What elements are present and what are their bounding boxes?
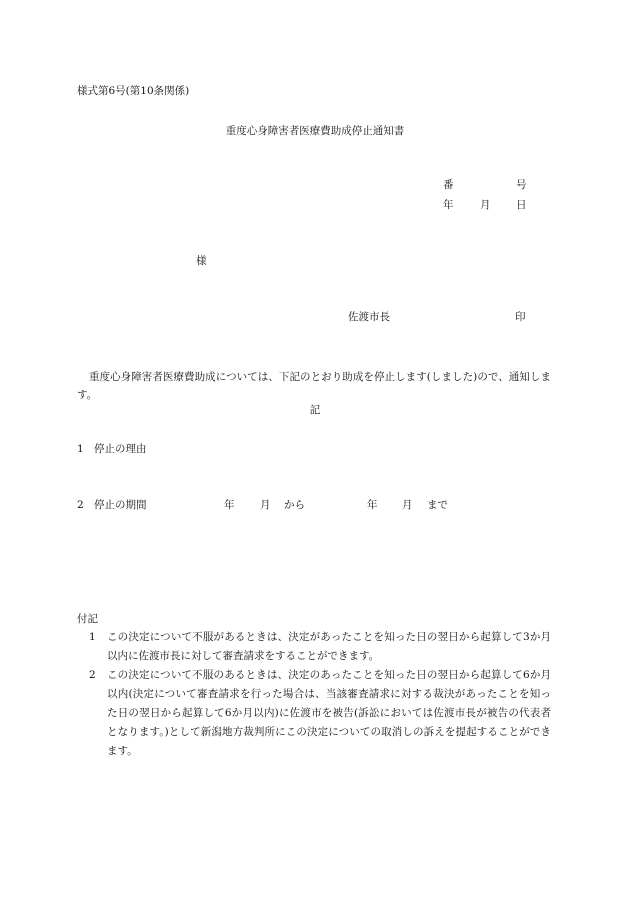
item-reason-label: 停止の理由 [94, 443, 147, 455]
note-text: この決定について不服のあるときは、決定のあったことを知った日の翌日から起算して6か月以内(決定について審査請求を行った場合は、当該審査請求に対する裁決があったことを知った日の翌日から起算して6か月以内)に佐渡市を被告(訴訟においては佐渡市長が被告の代表者となります。)として新潟地方裁判所にこの決定についての取消しの訴えを提起することができます。 [107, 669, 551, 757]
note-number: 2 [89, 669, 96, 681]
document-date-row [440, 200, 540, 212]
document-title: 重度心身障害者医療費助成停止通知書 [225, 125, 405, 137]
body-paragraph: 重度心身障害者医療費助成については、下記のとおり助成を停止します(しました)ので、通知します。 [77, 371, 551, 401]
item-period [77, 500, 551, 512]
note-item [89, 628, 551, 666]
period-start-month: 月 [260, 499, 271, 511]
note-text: この決定について不服があるときは、決定があったことを知った日の翌日から起算して3か月以内に佐渡市長に対して審査請求をすることができます。 [107, 631, 551, 662]
memo-label: 記 [309, 404, 321, 416]
number-suffix: 号 [516, 179, 527, 191]
period-end-year: 年 [367, 499, 378, 511]
sender-row [346, 312, 536, 324]
notes-heading: 付記 [77, 613, 98, 625]
form-number: 様式第6号(第10条関係) [77, 85, 190, 97]
period-from: から [284, 499, 305, 511]
date-year: 年 [443, 199, 454, 211]
note-item [89, 666, 551, 761]
sender-name: 佐渡市長 [348, 311, 390, 323]
date-month: 月 [480, 199, 491, 211]
number-label: 番 [443, 179, 454, 191]
addressee-suffix: 様 [196, 255, 207, 267]
period-start-year: 年 [224, 499, 235, 511]
item-period-number: 2 [77, 499, 84, 511]
date-day: 日 [516, 199, 527, 211]
period-to: まで [427, 499, 448, 511]
item-period-label: 停止の期間 [94, 499, 147, 511]
item-reason-number: 1 [77, 443, 84, 455]
period-end-month: 月 [402, 499, 413, 511]
note-number: 1 [89, 631, 96, 643]
document-number-row [440, 180, 540, 192]
seal-mark: 印 [515, 311, 526, 323]
